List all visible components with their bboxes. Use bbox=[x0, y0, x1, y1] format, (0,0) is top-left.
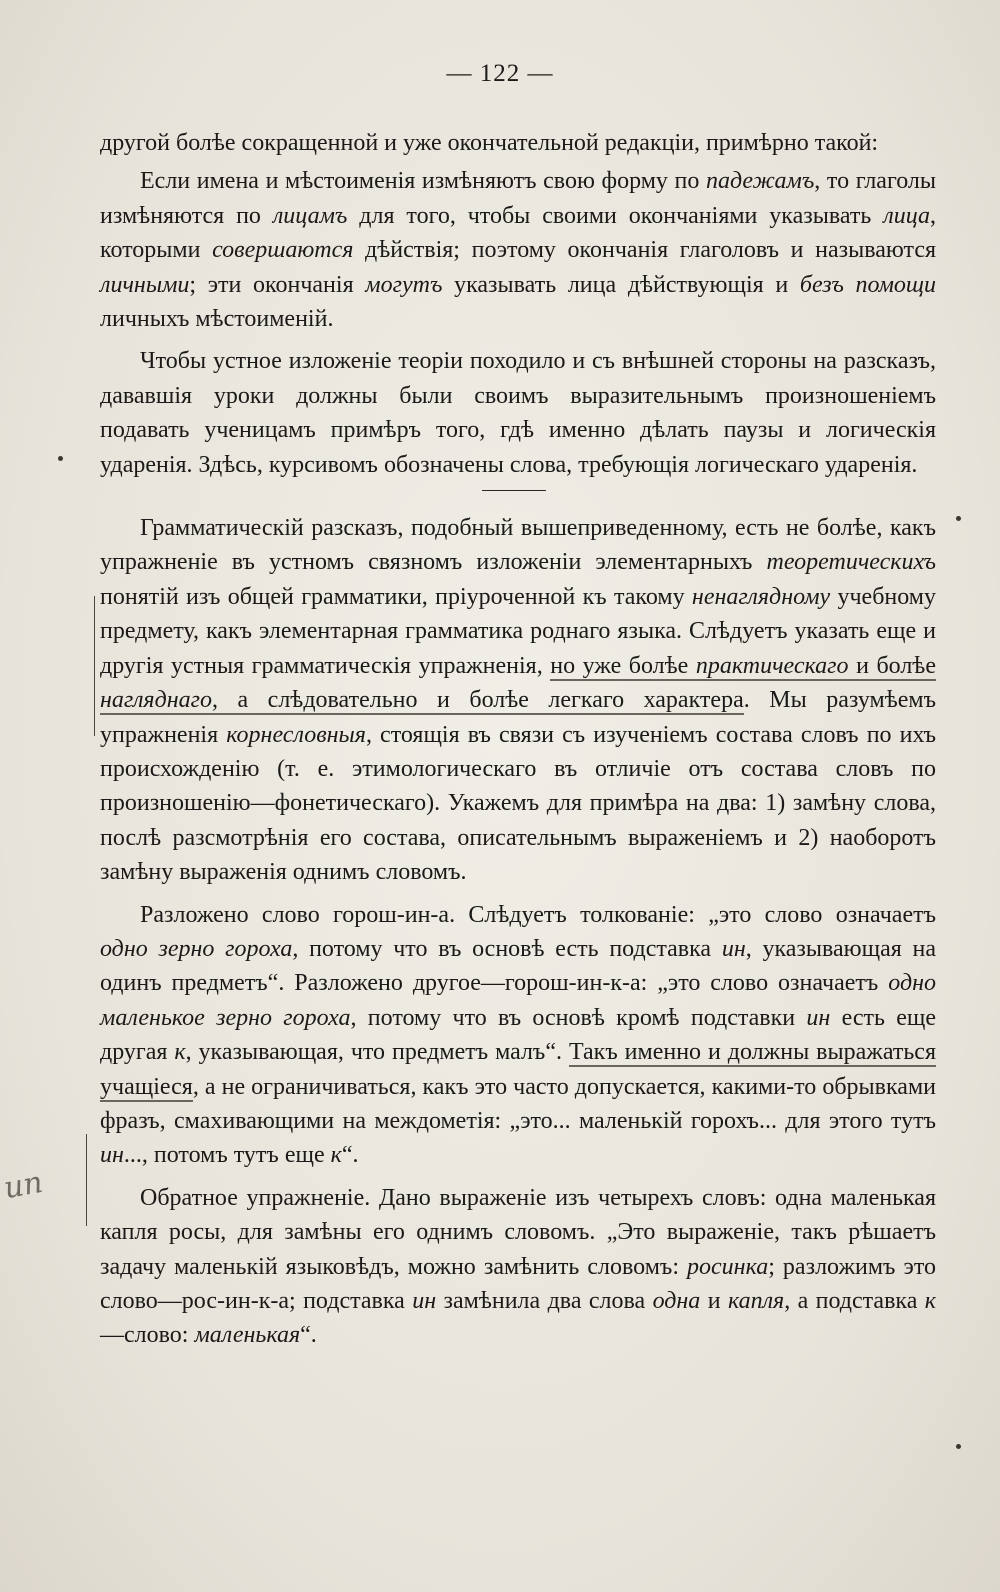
paragraph-6: Обратное упражненіе. Дано выраженіе изъ четырехъ словъ: одна маленькая капля росы, для замѣны его однимъ словомъ. „Это выраженіе, такъ рѣшаетъ задачу маленькій языковѣдъ, можно замѣнить словомъ: росинка; разложимъ это слово—рос-ин-к-а; подставка ин замѣнила два слова одна и капля, а подставка к—слово: маленькая“. bbox=[100, 1184, 936, 1349]
pencil-margin-bracket bbox=[94, 596, 95, 736]
paragraph-5: Разложено слово горош-ин-а. Слѣдуетъ толкованіе: „это слово означаетъ одно зерно гороха, потому что въ основѣ есть подставка ин, указывающая на одинъ предметъ“. Разложено другое—горош-ин-к-а: „это слово означаетъ одно маленькое зерно гороха, потому что въ основѣ кромѣ подставки ин есть еще другая к, указывающая, что предметъ малъ“. Такъ именно и должны выражаться учащіеся, а не ограничиваться, какъ это часто допускается, какими-то обрывками фразъ, смахивающими на междометія: „это... маленькій горохъ... для этого тутъ ин..., потомъ тутъ еще к“. bbox=[100, 901, 937, 1169]
paragraph-3: Чтобы устное изложеніе теоріи походило и съ внѣшней стороны на разсказъ, дававшія уроки должны были своимъ выразительнымъ произношеніемъ подавать ученицамъ примѣръ того, гдѣ именно дѣлать паузы и логическія ударенія. Здѣсь, курсивомъ обозначены слова, требующія логическаго ударенія. bbox=[100, 348, 936, 478]
page-number: — 122 — bbox=[446, 60, 554, 87]
section-divider bbox=[482, 490, 546, 491]
ink-speck bbox=[956, 516, 961, 521]
ink-speck bbox=[58, 456, 63, 461]
body-text bbox=[100, 126, 936, 1361]
ink-speck bbox=[956, 1444, 961, 1449]
pencil-underline: Такъ именно и должны выражаться учащіеся bbox=[100, 1039, 936, 1100]
pencil-underline: но уже болѣе практическаго и болѣе нагляднаго, а слѣдовательно и болѣе легкаго характера bbox=[100, 652, 936, 714]
margin-annotation: ип bbox=[1, 1164, 46, 1207]
paragraph-1: другой болѣе сокращенной и уже окончательной редакціи, примѣрно такой: bbox=[100, 130, 879, 156]
paragraph-4: Грамматическій разсказъ, подобный вышеприведенному, есть не болѣе, какъ упражненіе въ устномъ связномъ изложеніи элементарныхъ теоретическихъ понятій изъ общей грамматики, пріуроченной къ такому ненаглядному учебному предмету, какъ элементарная грамматика роднаго языка. Слѣдуетъ указать еще и другія устныя грамматическія упражненія, но уже болѣе практическаго и болѣе нагляднаго, а слѣдовательно и болѣе легкаго характера. Мы разумѣемъ упражненія корнесловныя, стоящія въ связи съ изученіемъ состава словъ по ихъ происхожденію (т. е. этимологическаго въ отличіе отъ состава словъ по произношенію—фонетическаго). Укажемъ для примѣра на два: 1) замѣну слова, послѣ разсмотрѣнія его состава, описательнымъ выраженіемъ и 2) наоборотъ замѣну выраженія однимъ словомъ. bbox=[100, 515, 937, 886]
paragraph-2: Если имена и мѣстоименія измѣняютъ свою форму по падежамъ, то глаголы измѣняются по лицамъ для того, чтобы своими окончаніями указывать лица, которыми совершаются дѣйствія; поэтому окончанія глаголовъ и называются личными; эти окончанія могутъ указывать лица дѣйствующія и безъ помощи личныхъ мѣстоименій. bbox=[100, 168, 937, 333]
pencil-margin-bracket bbox=[86, 1134, 87, 1226]
